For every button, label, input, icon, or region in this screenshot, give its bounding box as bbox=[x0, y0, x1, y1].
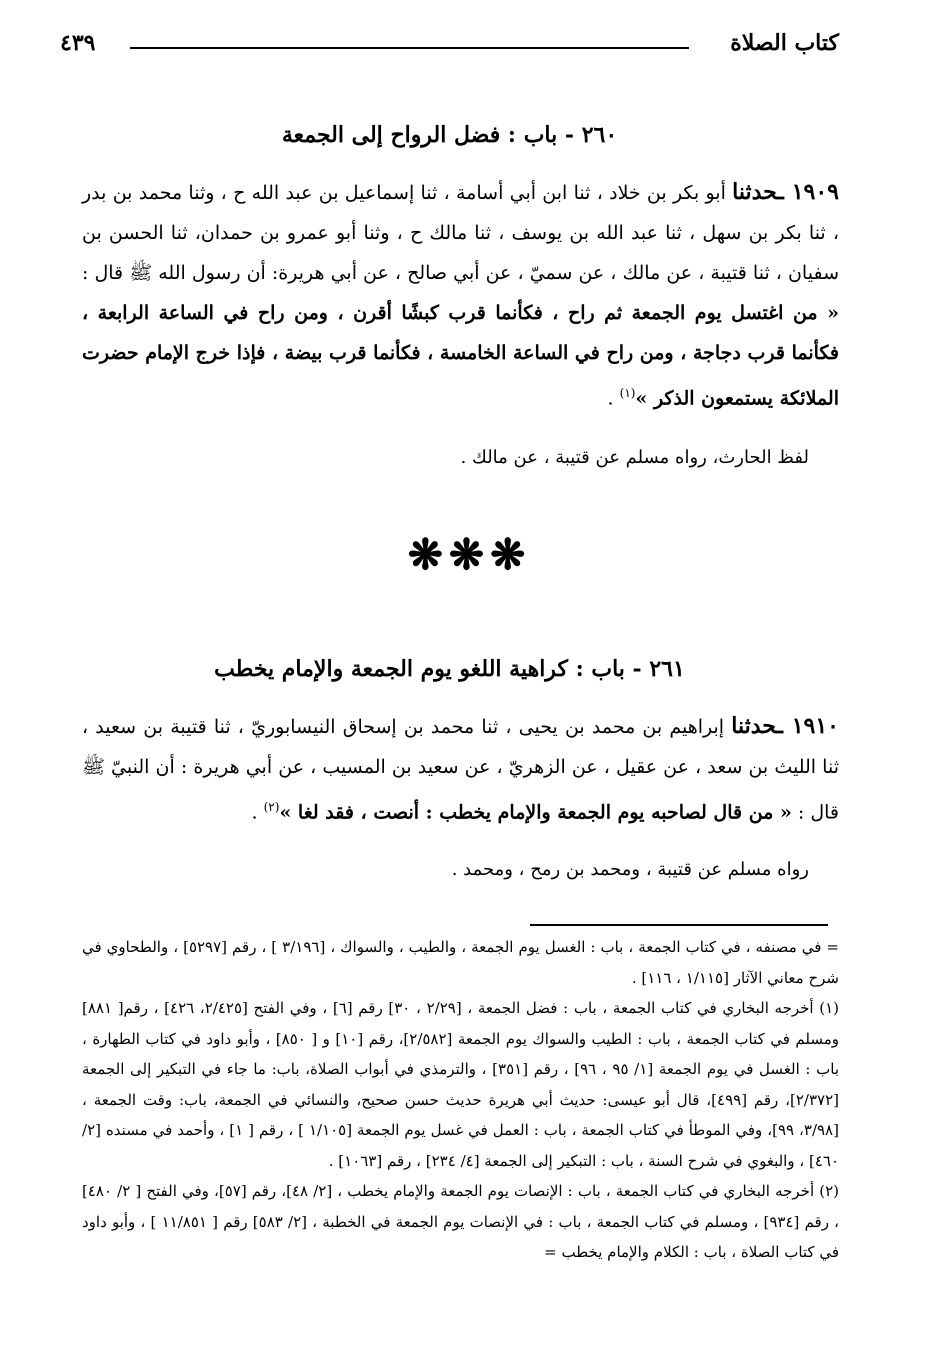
footnote-2: (٢) أخرجه البخاري في كتاب الجمعة ، باب : الإنصات يوم الجمعة والإمام يخطب ، [٢/ ٤٨]، رقم [٥٧]، وفي الفتح [ ٢/ ٤٨٠] ، رقم [٩٣٤] ، ومسلم في كتاب الجمعة ، باب : في الإنصات يوم الجمعة في الخطبة ، [٢/ ٥٨٣] رقم [ ١١/٨٥١ ] ، وأبو داود في كتاب الصلاة ، باب : الكلام والإمام يخطب = bbox=[82, 1182, 840, 1261]
hadith-number: ١٩١٠ bbox=[791, 713, 839, 739]
hadith-isnad: أبو بكر بن خلاد ، ثنا ابن أبي أسامة ، ثنا إسماعيل بن عبد الله ح ، وثنا محمد بن بدر ، ثنا بكر بن سهل ، ثنا عبد الله بن يوسف ، ثنا مالك ح ، وثنا أبو عمرو بن حمدان، ثنا الحسن بن سفيان ، ثنا قتيبة ، عن مالك ، عن سميّ ، عن أبي صالح ، عن أبي هريرة: أن رسول الله ﷺ قال : bbox=[82, 182, 839, 284]
hadith-end: . bbox=[607, 387, 620, 410]
section-separator: ❋❋❋ bbox=[407, 530, 532, 579]
page-number: ٤٣٩ bbox=[60, 30, 96, 56]
footnote-ref-2: (٢) bbox=[263, 800, 280, 814]
footnote-ref-1: (١) bbox=[619, 386, 636, 400]
hadith-1909: ١٩٠٩ ـحدثنا أبو بكر بن خلاد ، ثنا ابن أبي أسامة ، ثنا إسماعيل بن عبد الله ح ، وثنا محمد بن بدر ، ثنا بكر بن سهل ، ثنا عبد الله بن يوسف ، ثنا مالك ح ، وثنا أبو عمرو بن حمدان، ثنا الحسن بن سفيان ، ثنا قتيبة ، عن مالك ، عن سميّ ، عن أبي صالح ، عن أبي هريرة: أن رسول الله ﷺ قال : « من اغتسل يوم الجمعة ثم راح ، فكأنما قرب كبشًا أقرن ، ومن راح في الساعة الرابعة ، فكأنما قرب دجاجة ، ومن راح في الساعة الخامسة ، فكأنما قرب بيضة ، فإذا خرج الإمام حضرت الملائكة يستمعون الذكر »$^{(١)}$ . bbox=[82, 179, 839, 410]
hadith-label: حدثنا bbox=[732, 179, 778, 205]
header-rule bbox=[130, 47, 689, 49]
hadith-matn: « من قال لصاحبه يوم الجمعة والإمام يخطب : أنصت ، فقد لغا » bbox=[279, 801, 792, 824]
book-title: كتاب الصلاة bbox=[730, 30, 839, 56]
hadith-1910-note: رواه مسلم عن قتيبة ، ومحمد بن رمح ، ومحمد . bbox=[451, 859, 809, 880]
footnote-rule bbox=[530, 924, 828, 926]
hadith-matn: « من اغتسل يوم الجمعة ثم راح ، فكأنما قرب كبشًا أقرن ، ومن راح في الساعة الرابعة ، فكأنما قرب دجاجة ، ومن راح في الساعة الخامسة ، فكأنما قرب بيضة ، فإذا خرج الإمام حضرت الملائكة يستمعون الذكر » bbox=[82, 302, 839, 410]
hadith-end: . bbox=[251, 801, 264, 824]
footnotes bbox=[82, 932, 839, 1268]
chapter-261-title: ٢٦١ - باب : كراهية اللغو يوم الجمعة والإمام يخطب bbox=[214, 656, 685, 682]
hadith-number: ١٩٠٩ bbox=[791, 179, 839, 205]
chapter-260-title: ٢٦٠ - باب : فضل الرواح إلى الجمعة bbox=[281, 122, 618, 148]
running-header bbox=[60, 28, 839, 68]
hadith-1909-note: لفظ الحارث، رواه مسلم عن قتيبة ، عن مالك . bbox=[460, 447, 809, 468]
hadith-isnad: إبراهيم بن محمد بن يحيى ، ثنا محمد بن إسحاق النيسابوريّ ، ثنا قتيبة بن سعيد ، ثنا الليث بن سعد ، عن عقيل ، عن الزهريّ ، عن سعيد بن المسيب ، عن أبي هريرة : أن النبيّ ﷺ قال : bbox=[82, 716, 839, 824]
hadith-label: حدثنا bbox=[731, 713, 777, 739]
hadith-1910: ١٩١٠ ـحدثنا إبراهيم بن محمد بن يحيى ، ثنا محمد بن إسحاق النيسابوريّ ، ثنا قتيبة بن سعيد ، ثنا الليث بن سعد ، عن عقيل ، عن الزهريّ ، عن سعيد بن المسيب ، عن أبي هريرة : أن النبيّ ﷺ قال : « من قال لصاحبه يوم الجمعة والإمام يخطب : أنصت ، فقد لغا »$^{(٢)}$ . bbox=[82, 713, 839, 824]
footnote-continuation: = في مصنفه ، في كتاب الجمعة ، باب : الغسل يوم الجمعة ، والطيب ، والسواك ، [٣/١٩٦ ] ، رقم [٥٢٩٧] ، والطحاوي في شرح معاني الآثار [١/١١٥ ، ١١٦] . bbox=[82, 938, 839, 987]
footnote-1: (١) أخرجه البخاري في كتاب الجمعة ، باب : فضل الجمعة ، [٢/٢٩ ، ٣٠] رقم [٦] ، وفي الفتح [٢/٤٢٥، ٤٢٦] ، رقم[ ٨٨١] ومسلم في كتاب الجمعة ، باب : الطيب والسواك يوم الجمعة [٢/٥٨٢]، رقم [١٠] و [ ٨٥٠] ، وأبو داود في كتاب الطهارة ، باب : الغسل في يوم الجمعة [١/ ٩٥ ، ٩٦] ، رقم [٣٥١] ، والترمذي في أبواب الصلاة، باب: ما جاء في التبكير إلى الجمعة [٢/٣٧٢]، رقم [٤٩٩]، قال أبو عيسى: حديث أبي هريرة حديث حسن صحيح، والنسائي في الجمعة، باب: وقت الجمعة ، [٣/٩٨، ٩٩]، وفي الموطأ في كتاب الجمعة ، باب : العمل في غسل يوم الجمعة [١/١٠٥ ] ، رقم [ ١] ، وأحمد في مسنده [٢/ ٤٦٠] ، والبغوي في شرح السنة ، باب : التبكير إلى الجمعة [٤/ ٢٣٤] ، رقم [١٠٦٣] . bbox=[82, 999, 840, 1170]
